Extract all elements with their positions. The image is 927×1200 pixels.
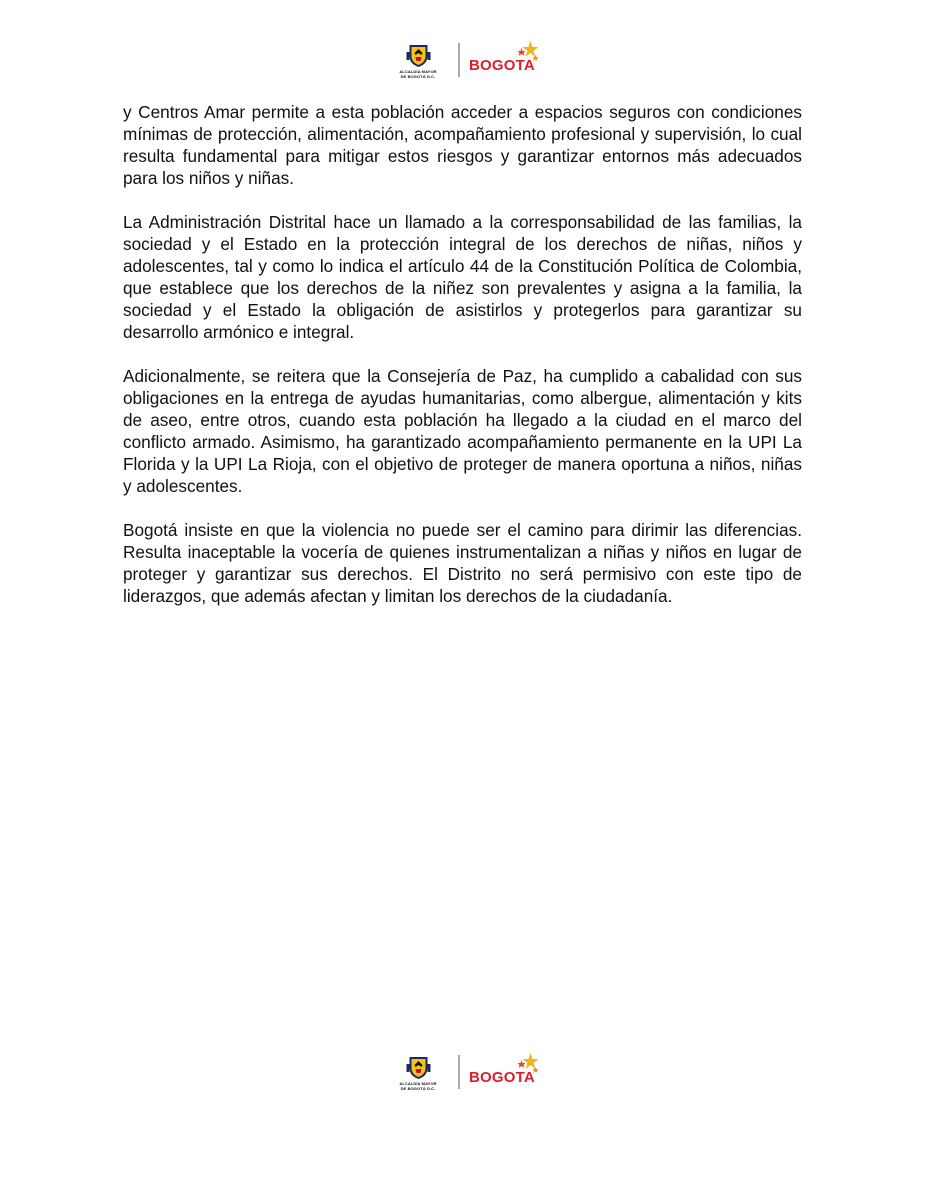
- bogota-crest-logo: [388, 1054, 448, 1091]
- crest-icon: [406, 1054, 430, 1080]
- bogota-wordmark-a: A: [523, 57, 535, 74]
- bogota-crest-logo: [388, 42, 448, 79]
- logo-divider: [458, 43, 459, 77]
- crest-caption: ALCALDÍA MAYOR DE BOGOTÁ D.C.: [399, 1080, 437, 1091]
- crest-caption: ALCALDÍA MAYOR DE BOGOTÁ D.C.: [399, 68, 437, 79]
- header-logo: [388, 40, 539, 80]
- bogota-wordmark-a: A: [523, 1069, 535, 1086]
- logo-divider: [458, 1055, 459, 1089]
- paragraph: Bogotá insiste en que la violencia no puede ser el camino para dirimir las diferencias. Resulta inaceptable la vocería de quienes instrumentalizan a niñas y niños en lugar de proteger y garantizar sus derechos. El Distrito no será permisivo con este tipo de liderazgos, que además afectan y limitan los derechos de la ciudadanía.: [123, 520, 802, 606]
- bogota-brand-logo: [469, 40, 539, 80]
- document-body: [123, 101, 802, 629]
- footer-logo: [388, 1052, 539, 1092]
- bogota-wordmark-text: BOGOT: [469, 1069, 524, 1086]
- bogota-wordmark: [469, 1069, 535, 1086]
- bogota-brand-logo: [469, 1052, 539, 1092]
- bogota-wordmark: [469, 57, 535, 74]
- crest-icon: [406, 42, 430, 68]
- paragraph: Adicionalmente, se reitera que la Consejería de Paz, ha cumplido a cabalidad con sus obligaciones en la entrega de ayudas humanitarias, como albergue, alimentación y kits de aseo, entre otros, cuando esta población ha llegado a la ciudad en el marco del conflicto armado. Asimismo, ha garantizado acompañamiento permanente en la UPI La Florida y la UPI La Rioja, con el objetivo de proteger de manera oportuna a niños, niñas y adolescentes.: [123, 366, 802, 496]
- paragraph: y Centros Amar permite a esta población acceder a espacios seguros con condiciones mínimas de protección, alimentación, acompañamiento profesional y supervisión, lo cual resulta fundamental para mitigar estos riesgos y garantizar entornos más adecuados para los niños y niñas.: [123, 102, 802, 188]
- paragraph: La Administración Distrital hace un llamado a la corresponsabilidad de las familias, la sociedad y el Estado en la protección integral de los derechos de niñas, niños y adolescentes, tal y como lo indica el artículo 44 de la Constitución Política de Colombia, que establece que los derechos de la niñez son prevalentes y asigna a la familia, la sociedad y el Estado la obligación de asistirlos y protegerlos para garantizar su desarrollo armónico e integral.: [123, 212, 802, 342]
- bogota-wordmark-text: BOGOT: [469, 57, 524, 74]
